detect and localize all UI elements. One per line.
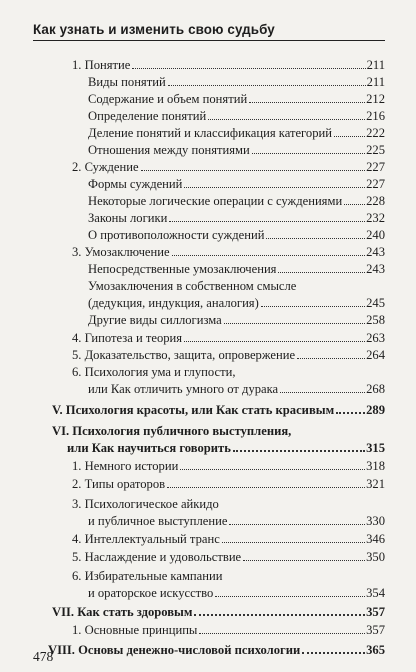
toc-entry-page: 222 — [366, 126, 385, 140]
dot-leader — [302, 652, 365, 654]
toc-entry — [72, 348, 385, 362]
dot-leader — [344, 204, 365, 205]
toc-entry-title: 5. Доказательство, защита, опровержение — [72, 348, 296, 362]
toc-entry-title: 5. Наслаждение и удовольствие — [72, 550, 242, 564]
toc-entry — [72, 245, 385, 259]
toc-entry — [88, 296, 385, 310]
toc-entry-title: Другие виды силлогизма — [88, 313, 222, 327]
toc-entry-title: и публичное выступление — [88, 514, 228, 528]
toc-entry-title: V. Психология красоты, или Как стать красивым — [52, 403, 335, 417]
toc-entry-page: 289 — [366, 403, 385, 417]
toc-entry-page: 365 — [366, 643, 385, 657]
toc-entry-page: 216 — [366, 109, 385, 123]
toc-entry-title: VIII. Основы денежно-числовой психологии — [48, 643, 301, 657]
toc-chapter — [52, 605, 385, 619]
toc-entry — [88, 382, 385, 396]
toc-entry-page: 243 — [366, 245, 385, 259]
dot-leader — [194, 614, 365, 616]
toc-entry — [88, 228, 385, 242]
toc-entry-title: О противоположности суждений — [88, 228, 265, 242]
toc-entry-page: 321 — [366, 477, 385, 491]
toc-entry-page: 245 — [366, 296, 385, 310]
dot-leader — [222, 542, 365, 543]
toc-entry — [88, 109, 385, 123]
toc-entry-page: 227 — [366, 177, 385, 191]
toc-entry-page: 227 — [366, 160, 385, 174]
dot-leader — [233, 450, 365, 452]
running-header: Как узнать и изменить свою судьбу — [33, 22, 385, 41]
toc-entry-title: и ораторское искусство — [88, 586, 214, 600]
toc-entry-title: Непосредственные умозаключения — [88, 262, 277, 276]
toc-entry-title: 2. Типы ораторов — [72, 477, 166, 491]
toc-entry-page: 354 — [366, 586, 385, 600]
dot-leader — [172, 255, 366, 256]
toc-entry-page: 268 — [366, 382, 385, 396]
dot-leader — [297, 358, 365, 359]
toc-entry — [72, 477, 385, 491]
toc-entry-page: 258 — [366, 313, 385, 327]
dot-leader — [141, 170, 366, 171]
toc-entry-page: 211 — [366, 75, 385, 89]
toc-entry — [88, 211, 385, 225]
toc-entry-title: 3. Умозаключение — [72, 245, 170, 259]
toc-entry-page: 232 — [366, 211, 385, 225]
dot-leader — [243, 560, 365, 561]
toc-entry-title: 3. Психологическое айкидо — [72, 497, 219, 511]
dot-leader — [334, 136, 365, 137]
toc-entry-title: или Как отличить умного от дурака — [88, 382, 279, 396]
dot-leader — [252, 153, 365, 154]
dot-leader — [184, 187, 365, 188]
toc-entry-page: 330 — [366, 514, 385, 528]
toc-entry — [88, 92, 385, 106]
dot-leader — [167, 487, 365, 488]
toc-entry-page: 211 — [366, 58, 385, 72]
toc-entry — [72, 532, 385, 546]
toc-entry-page: 228 — [366, 194, 385, 208]
toc-entry — [72, 58, 385, 72]
toc-chapter — [67, 441, 385, 455]
toc-entry-title: 6. Избирательные кампании — [72, 569, 223, 583]
toc-chapter-title: VI. Психология публичного выступления, — [52, 424, 292, 438]
toc-entry — [88, 177, 385, 191]
toc-entry-page: 357 — [366, 623, 385, 637]
toc-entry-title: 4. Интеллектуальный транс — [72, 532, 220, 546]
toc-entry-title: 2. Суждение — [72, 160, 139, 174]
toc-entry-title: Законы логики — [88, 211, 168, 225]
toc-entry-page: 225 — [366, 143, 385, 157]
toc-entry — [88, 143, 385, 157]
toc-entry-page: 350 — [366, 550, 385, 564]
toc-entry — [88, 126, 385, 140]
dot-leader — [278, 272, 365, 273]
toc-entry — [88, 313, 385, 327]
toc-entry-page: 240 — [366, 228, 385, 242]
toc-entry-page: 318 — [366, 459, 385, 473]
toc-entry — [72, 623, 385, 637]
toc-entry-title: VII. Как стать здоровым — [52, 605, 193, 619]
toc-entry — [88, 75, 385, 89]
dot-leader — [208, 119, 365, 120]
toc-entry-page: 357 — [366, 605, 385, 619]
toc-entry — [88, 586, 385, 600]
toc-entry-title: 1. Основные принципы — [72, 623, 198, 637]
dot-leader — [169, 221, 365, 222]
toc-entry — [72, 550, 385, 564]
dot-leader — [224, 323, 365, 324]
toc-entry — [72, 331, 385, 345]
toc-entry-title: (дедукция, индукция, аналогия) — [88, 296, 259, 310]
toc-entry-title: Деление понятий и классификация категорий — [88, 126, 332, 140]
dot-leader — [249, 102, 365, 103]
dot-leader — [199, 633, 365, 634]
toc-chapter — [48, 643, 385, 657]
dot-leader — [168, 85, 366, 86]
toc-chapter — [52, 403, 385, 417]
dot-leader — [336, 412, 365, 414]
toc-entry-page: 243 — [366, 262, 385, 276]
toc-entry-title: 6. Психология ума и глупости, — [72, 365, 236, 379]
toc-entry-page: 263 — [366, 331, 385, 345]
toc-entry-title: Отношения между понятиями — [88, 143, 250, 157]
toc-entry-title: Формы суждений — [88, 177, 183, 191]
toc-entry — [72, 160, 385, 174]
toc-entry-title: Содержание и объем понятий — [88, 92, 248, 106]
toc-entry — [88, 514, 385, 528]
dot-leader — [184, 341, 365, 342]
dot-leader — [280, 392, 365, 393]
toc-entry-title: Виды понятий — [88, 75, 166, 89]
toc-entry-title: или Как научиться говорить — [67, 441, 231, 455]
toc-entry-page: 264 — [366, 348, 385, 362]
dot-leader — [229, 524, 365, 525]
dot-leader — [180, 469, 365, 470]
dot-leader — [132, 68, 365, 69]
toc-entry — [72, 459, 385, 473]
toc-entry — [88, 194, 385, 208]
toc-entry-title: Определение понятий — [88, 109, 207, 123]
toc-entry-page: 315 — [366, 441, 385, 455]
page-number: 478 — [33, 649, 54, 664]
toc-entry-page: 346 — [366, 532, 385, 546]
dot-leader — [215, 596, 365, 597]
toc-entry-page: 212 — [366, 92, 385, 106]
toc-entry-title: Некоторые логические операции с суждениями — [88, 194, 343, 208]
dot-leader — [266, 238, 365, 239]
toc-entry — [88, 262, 385, 276]
dot-leader — [261, 306, 365, 307]
toc-entry-title: 4. Гипотеза и теория — [72, 331, 183, 345]
toc-entry-title: 1. Немного истории — [72, 459, 179, 473]
toc-entry-title: Умозаключения в собственном смысле — [88, 279, 297, 293]
toc-entry-title: 1. Понятие — [72, 58, 131, 72]
